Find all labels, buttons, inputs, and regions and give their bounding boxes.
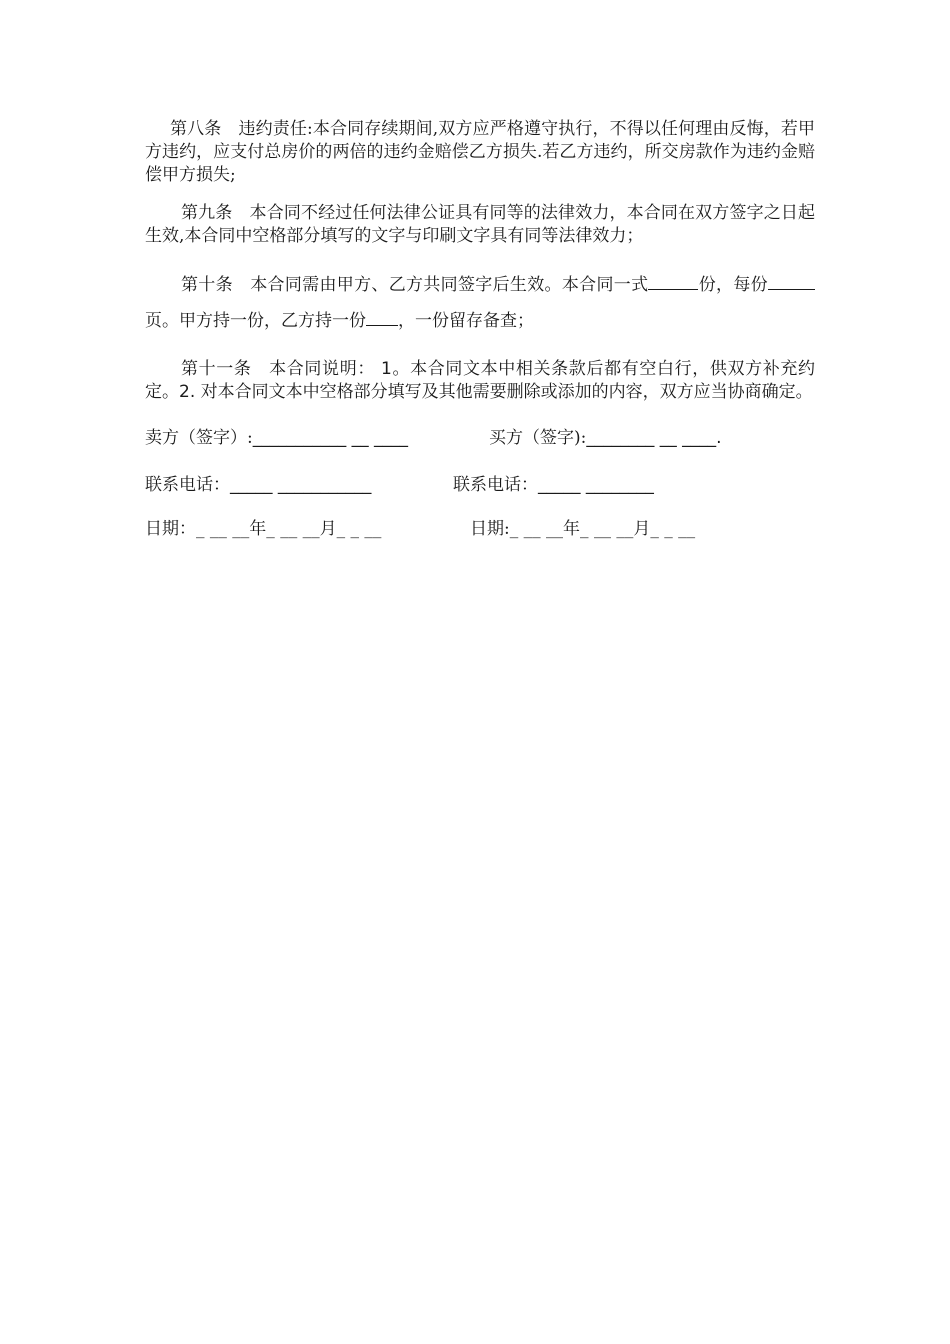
clause-11-text-3: 对本合同文本中空格部分填写及其他需要删除或添加的内容，双方应当协商确定。 (195, 382, 813, 402)
clause-9-text: 第九条 本合同不经过任何法律公证具有同等的法律效力，本合同在双方签字之日起生效,本合同中空格部分填写的文字与印刷文字具有同等法律效力； (145, 203, 815, 246)
seller-signature-field[interactable]: ___________ __ ____ (252, 428, 409, 448)
clause-10-text-3: 页。甲方持一份，乙方持一份 (145, 311, 366, 331)
buyer-copies-blank[interactable] (366, 308, 398, 326)
seller-phone-label: 联系电话： (145, 475, 230, 495)
buyer-date[interactable]: 日期:_ __ __年_ __ __月_ _ __ (470, 519, 696, 539)
buyer-signature-label: 买方（签字): (489, 428, 587, 448)
phone-row (145, 473, 815, 497)
seller-date[interactable]: 日期：_ __ __年_ __ __月_ _ __ (145, 519, 382, 539)
clause-10-text-1: 第十条 本合同需由甲方、乙方共同签字后生效。本合同一式 (181, 275, 649, 295)
clause-10-text-2: 份，每份 (698, 275, 768, 295)
contract-page (145, 118, 815, 541)
pages-blank[interactable] (768, 272, 815, 290)
clause-11-text-1: 第十一条 本合同说明： (181, 359, 375, 379)
clause-8-text: 第八条 违约责任:本合同存续期间,双方应严格遵守执行，不得以任何理由反悔，若甲方违约，应支付总房价的两倍的违约金赔偿乙方损失.若乙方违约，所交房款作为违约金赔偿甲方损失; (145, 119, 815, 185)
buyer-phone (453, 473, 654, 497)
date-row (145, 517, 815, 541)
clause-11-text-2: 。本合同文本中相关条款后都有空白行，供双方补充约定。 (145, 359, 816, 402)
seller-signature (145, 426, 408, 450)
copies-blank[interactable] (648, 272, 698, 290)
seller-signature-label: 卖方（签字）: (145, 428, 253, 448)
clause-11-num-1: 1 (381, 359, 392, 379)
buyer-phone-field[interactable]: _____ ________ (538, 475, 654, 495)
clause-10 (145, 267, 815, 339)
clause-11 (145, 358, 815, 404)
seller-phone-field[interactable]: _____ ___________ (230, 475, 372, 495)
clause-10-text-4: ，一份留存备查； (398, 311, 534, 331)
buyer-signature (489, 426, 722, 450)
buyer-phone-label: 联系电话： (453, 475, 538, 495)
buyer-signature-field[interactable]: ________ __ ____. (586, 428, 722, 448)
clause-11-num-2: 2. (179, 382, 196, 402)
clause-8 (145, 118, 815, 187)
signature-row (145, 426, 815, 450)
clause-9 (145, 202, 815, 248)
seller-phone (145, 473, 371, 497)
